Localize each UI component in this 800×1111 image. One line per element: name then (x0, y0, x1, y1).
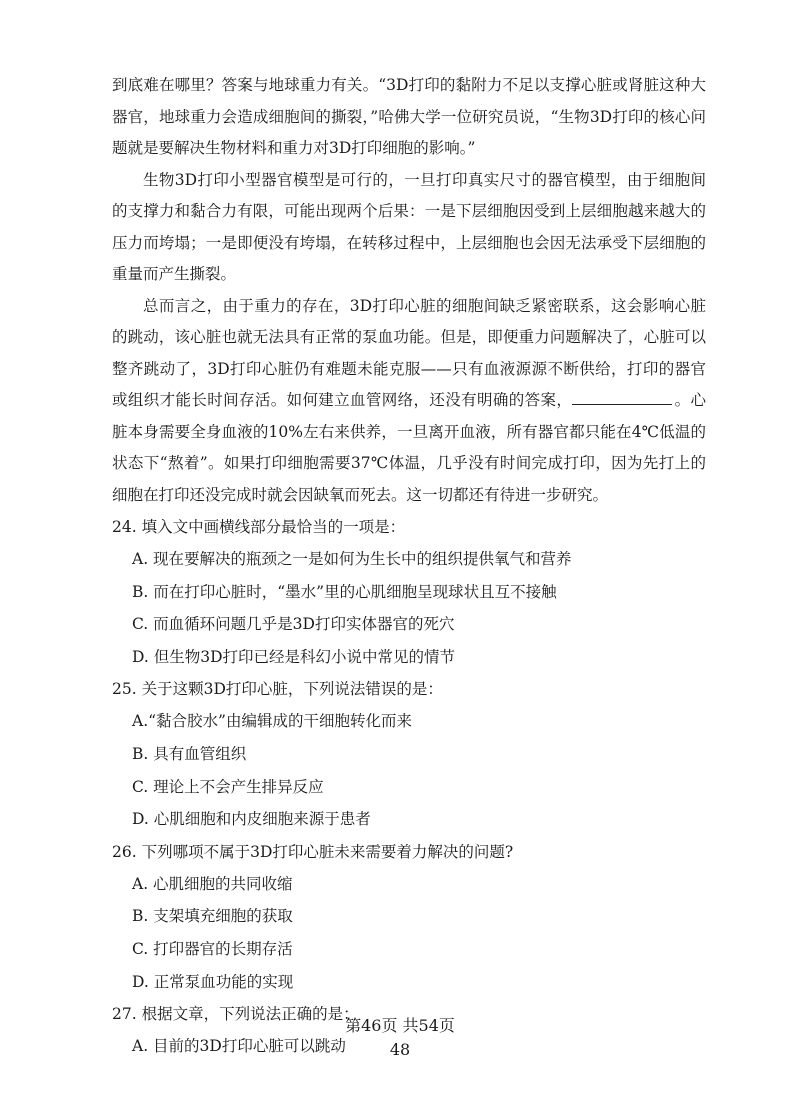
question-stem: 27. 根据文章，下列说法正确的是： (112, 1005, 359, 1024)
option-d: D. 但生物3D打印已经是科幻小说中常见的情节 (132, 647, 456, 666)
option-a: A. 现在要解决的瓶颈之一是如何为生长中的组织提供氧气和营养 (132, 550, 572, 568)
option-d: D. 正常泵血功能的实现 (132, 972, 294, 991)
question-stem: 26. 下列哪项不属于3D打印心脏未来需要着力解决的问题? (112, 842, 514, 861)
option-d: D. 心肌细胞和内皮细胞来源于患者 (132, 810, 371, 829)
option-c: C. 打印器官的长期存活 (132, 939, 293, 958)
option-a: A. 心肌细胞的共同收缩 (132, 874, 293, 893)
option-a: A. 目前的3D打印心脏可以跳动 (132, 1037, 346, 1056)
question-stem: 24. 填入文中画横线部分最恰当的一项是： (112, 518, 406, 536)
paragraph-3-continued: 。心脏本身需要全身血液的10%左右来供养，一旦离开血液，所有器官都只能在4℃低温的状态下“熬着”。如果打印细胞需要37℃体温，几乎没有时间完成打印，因为先打上的细胞在打印还没完成时就会因缺氧而死去。这一切都还有待进一步研究。 (112, 391, 706, 504)
paragraph-2: 生物3D打印小型器官模型是可行的，一旦打印真实尺寸的器官模型，由于细胞间的支撑力和黏合力有限，可能出现两个后果：一是下层细胞因受到上层细胞越来越大的压力而垮塌；一是即便没有垮塌，在转移过程中，上层细胞也会因无法承受下层细胞的重量而产生撕裂。 (112, 170, 706, 283)
option-b: B. 具有血管组织 (132, 744, 247, 763)
page-label: 第46页 共54页 (345, 1016, 455, 1035)
question-25 (112, 673, 706, 835)
fill-in-blank (572, 390, 672, 405)
passage (112, 70, 706, 1063)
question-stem: 25. 关于这颗3D打印心脏，下列说法错误的是： (112, 680, 443, 699)
option-c: C. 而血循环问题几乎是3D打印实体器官的死穴 (132, 615, 455, 634)
option-b: B. 支架填充细胞的获取 (132, 907, 293, 926)
option-a: A.“黏合胶水”由编辑成的干细胞转化而来 (132, 712, 412, 731)
question-24 (112, 511, 706, 673)
paragraph-3 (112, 291, 706, 512)
page-number: 48 (389, 1040, 411, 1059)
paragraph-1: 到底难在哪里？答案与地球重力有关。“3D打印的黏附力不足以支撑心脏或肾脏这种大器官，地球重力会造成细胞间的撕裂，”哈佛大学一位研究员说，“生物3D打印的核心问题就是要解决生物材料和重力对3D打印细胞的影响。” (112, 76, 706, 157)
question-26 (112, 836, 706, 998)
option-b: B. 而在打印心脏时，“墨水”里的心肌细胞呈现球状且互不接触 (132, 582, 557, 601)
option-c: C. 理论上不会产生排异反应 (132, 777, 324, 796)
paragraph-3-text: 总而言之，由于重力的存在，3D打印心脏的细胞间缺乏紧密联系，这会影响心脏的跳动，该心脏也就无法具有正常的泵血功能。但是，即便重力问题解决了，心脏可以整齐跳动了，3D打印心脏仍有难题未能克服——只有血液源源不断供给，打印的器官或组织才能长时间存活。如何建立血管网络，还没有明确的答案， (112, 296, 706, 409)
